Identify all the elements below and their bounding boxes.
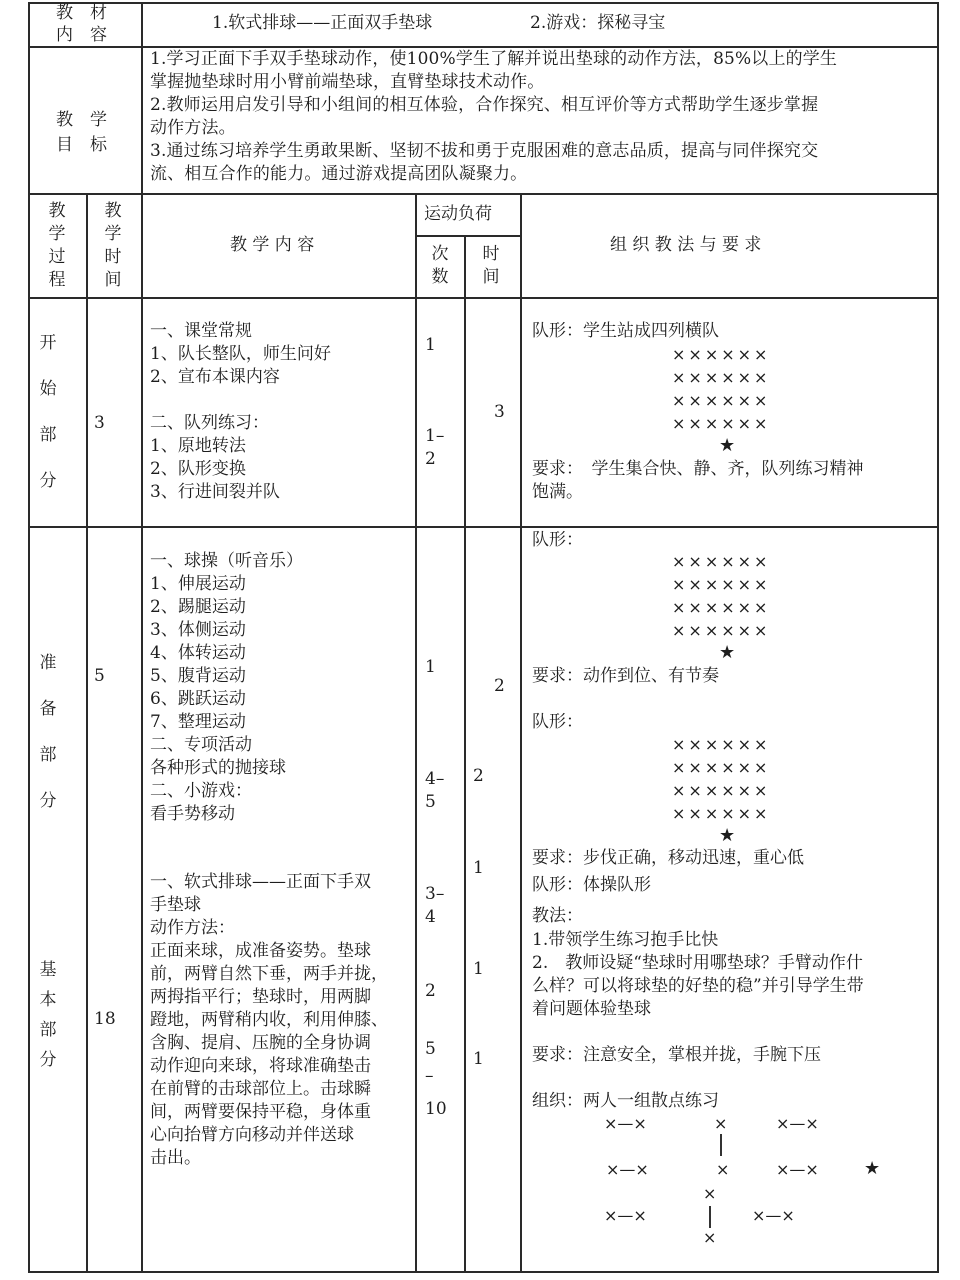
goals-line: 2.教师运用启发引导和小组间的相互体验，合作探究、相互评价等方式帮助学生逐步掌握 — [150, 95, 819, 115]
basic-content: 一、软式排球——正面下手双 手垫球 动作方法： 正面来球，成准备姿势。垫球 前，两臂自然下垂，两手并拢， 两拇指平行；垫球时，用两脚 蹬地，两臂稍内收，利用伸膝、 含胸、提肩、压腕的全身协调 动作迎向来球，将球准确垫击 在前臂的击球部位上。击球瞬 间，两臂要保持平稳，身体重 心向抬臂方向移动并伴送球 击出。 — [150, 872, 388, 1168]
basic-count: – — [425, 1066, 434, 1086]
start-count: 2 — [425, 449, 436, 469]
basic-section-name: 基 本 部 分 — [39, 960, 57, 1070]
basic-duration: 1 — [473, 959, 484, 979]
prep-count: 4– — [425, 769, 445, 789]
col-method-header: 组 织 教 法 与 要 求 — [610, 235, 762, 255]
basic-method-label: 教法： — [532, 906, 583, 926]
teacher-star-icon: ★ — [864, 1158, 881, 1179]
start-count: 1 — [425, 335, 436, 355]
basic-count: 3– — [425, 884, 445, 904]
content-item-1: 1.软式排球——正面双手垫球 — [212, 13, 433, 33]
content-label-line1: 教 材 — [56, 3, 107, 23]
goals-line: 动作方法。 — [150, 118, 236, 138]
basic-method-1: 1.带领学生练习抱手比快 — [532, 930, 719, 950]
prep-duration: 2 — [494, 676, 505, 696]
prep-time: 5 — [94, 666, 105, 686]
start-formation-label: 队形：学生站成四列横队 — [532, 321, 719, 341]
col-load-header: 运动负荷 — [424, 204, 492, 224]
formation-row: ×××××× — [672, 575, 771, 594]
prep-section-name: 准 备 部 分 — [39, 653, 57, 811]
goals-line: 流、相互合作的能力。通过游戏提高团队凝聚力。 — [150, 164, 528, 184]
single-marker: × — [716, 1160, 730, 1179]
rule — [464, 235, 466, 1273]
col-duration-header: 时 间 — [482, 244, 500, 287]
basic-count: 4 — [425, 907, 436, 927]
pair-link — [720, 1134, 722, 1156]
goals-label-line2: 目 标 — [56, 135, 107, 155]
goals-label-line1: 教 学 — [56, 110, 107, 130]
start-requirement-cont: 饱满。 — [532, 482, 583, 502]
basic-duration: 1 — [473, 1049, 484, 1069]
formation-row: ×××××× — [672, 621, 771, 640]
basic-time: 18 — [94, 1009, 116, 1029]
rule — [28, 1271, 939, 1273]
content-item-2: 2.游戏：探秘寻宝 — [530, 13, 666, 33]
rule — [141, 2, 143, 1273]
prep-formation-label-2: 队形： — [532, 712, 583, 732]
col-time-header: 教 学 时 间 — [104, 201, 122, 290]
rule — [28, 2, 939, 4]
rule — [415, 193, 417, 1273]
prep-duration: 2 — [473, 766, 484, 786]
goals-text — [150, 48, 837, 186]
formation-row: ×××××× — [672, 781, 771, 800]
col-content-header: 教 学 内 容 — [230, 235, 315, 255]
goals-line: 3.通过练习培养学生勇敢果断、坚韧不拔和勇于克服困难的意志品质，提高与同伴探究交 — [150, 141, 819, 161]
goals-line: 1.学习正面下手双手垫球动作，使100%学生了解并说出垫球的动作方法，85%以上的学生 — [150, 49, 838, 69]
rule — [86, 193, 88, 1273]
formation-row: ×××××× — [672, 758, 771, 777]
pair-marker: ×—× — [752, 1206, 795, 1225]
formation-row: ×××××× — [672, 368, 771, 387]
teacher-star-icon: ★ — [719, 435, 736, 456]
rule — [28, 297, 939, 299]
single-marker: × — [714, 1114, 728, 1133]
rule — [28, 193, 939, 195]
col-process-header: 教 学 过 程 — [48, 201, 66, 290]
formation-row: ×××××× — [672, 552, 771, 571]
formation-row: ×××××× — [672, 598, 771, 617]
formation-row: ×××××× — [672, 345, 771, 364]
prep-requirement-2: 要求：步伐正确，移动迅速，重心低 — [532, 848, 804, 868]
basic-count: 5 — [425, 1039, 436, 1059]
formation-row: ×××××× — [672, 391, 771, 410]
basic-requirement: 要求：注意安全，掌根并拢，手腕下压 — [532, 1045, 821, 1065]
col-count-header: 次 数 — [431, 244, 449, 287]
pair-marker: ×—× — [604, 1206, 647, 1225]
basic-method-2-cont: 着问题体验垫球 — [532, 999, 651, 1019]
rule — [28, 2, 30, 1273]
start-section-name: 开 始 部 分 — [39, 333, 57, 491]
start-time: 3 — [94, 413, 105, 433]
teacher-star-icon: ★ — [719, 642, 736, 663]
pair-link — [709, 1206, 711, 1228]
prep-count: 1 — [425, 657, 436, 677]
prep-content: 一、球操（听音乐） 1、伸展运动 2、踢腿运动 3、体侧运动 4、体转运动 5、腹背运动 6、跳跃运动 7、整理运动 二、专项活动 各种形式的抛接球 二、小游戏： 看手势移动 — [150, 551, 303, 824]
pair-marker: ×—× — [776, 1160, 819, 1179]
formation-row: ×××××× — [672, 735, 771, 754]
basic-organization: 组织：两人一组散点练习 — [532, 1091, 719, 1111]
basic-method-2-cont: 么样？可以将球垫的好垫的稳”并引导学生带 — [532, 976, 864, 996]
basic-method-2: 2. 教师设疑“垫球时用哪垫球？手臂动作什 — [532, 953, 863, 973]
pair-marker: ×—× — [606, 1160, 649, 1179]
basic-formation-label: 队形：体操队形 — [532, 875, 651, 895]
formation-row: ×××××× — [672, 414, 771, 433]
prep-requirement-1: 要求：动作到位、有节奏 — [532, 666, 719, 686]
teacher-star-icon: ★ — [719, 825, 736, 846]
basic-count: 2 — [425, 981, 436, 1001]
single-marker: × — [703, 1184, 717, 1203]
rule — [415, 235, 522, 237]
start-count: 1– — [425, 426, 445, 446]
content-label-line2: 内 容 — [56, 25, 107, 45]
formation-row: ×××××× — [672, 804, 771, 823]
rule — [937, 2, 939, 1273]
pair-marker: ×—× — [776, 1114, 819, 1133]
start-content: 一、课堂常规 1、队长整队，师生问好 2、宣布本课内容 二、队列练习： 1、原地转法 2、队形变换 3、行进间裂并队 — [150, 321, 331, 502]
pair-marker: ×—× — [604, 1114, 647, 1133]
rule — [520, 193, 522, 1273]
basic-duration: 1 — [473, 858, 484, 878]
rule — [28, 526, 939, 528]
goals-line: 掌握抛垫球时用小臂前端垫球，直臂垫球技术动作。 — [150, 72, 545, 92]
basic-count: 10 — [425, 1099, 447, 1119]
prep-count: 5 — [425, 792, 436, 812]
start-requirement: 要求： 学生集合快、静、齐，队列练习精神 — [532, 459, 864, 479]
start-duration: 3 — [494, 402, 505, 422]
prep-formation-label: 队形： — [532, 530, 583, 550]
single-marker: × — [703, 1228, 717, 1247]
